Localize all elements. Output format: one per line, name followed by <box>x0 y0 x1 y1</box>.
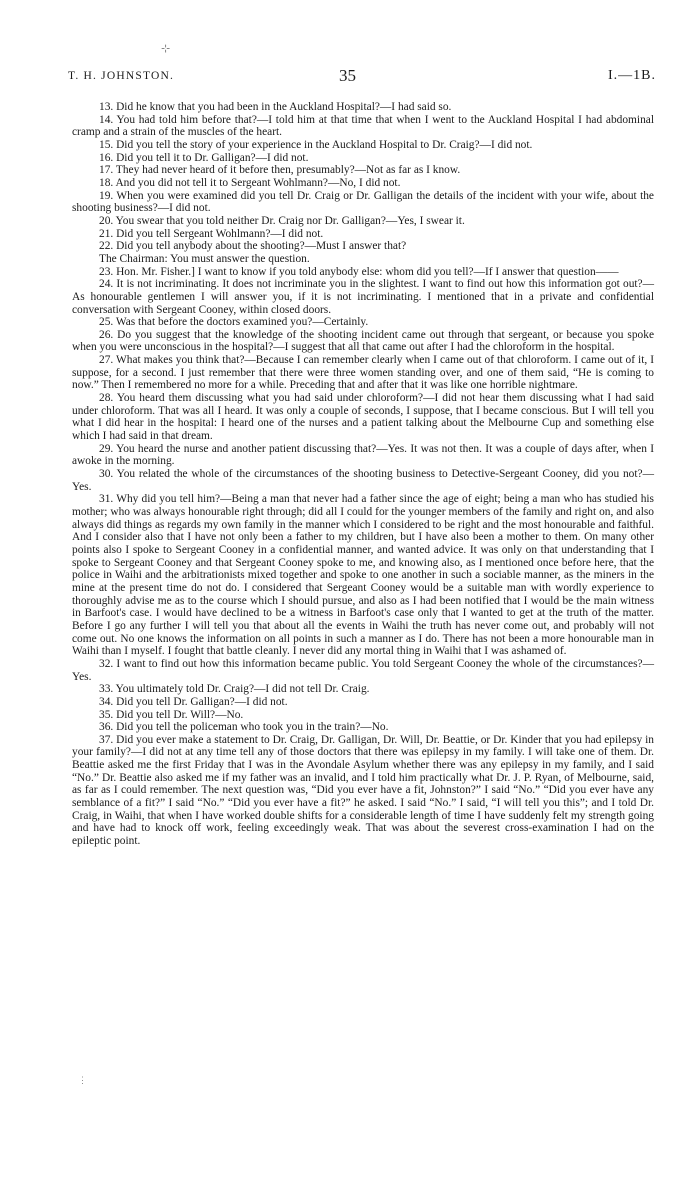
question-25: 25. Was that before the doctors examined you?—Certainly. <box>99 316 369 329</box>
question-20: 20. You swear that you told neither Dr. Craig nor Dr. Galligan?—Yes, I swear it. <box>99 214 465 227</box>
question-29: 29. You heard the nurse and another patient discussing that?—Yes. It was not then. It was a couple of days after, when I awoke in the morning. <box>72 442 654 468</box>
question-24: 24. It is not incriminating. It does not incriminate you in the slightest. I want to find out how this information got out?—As honourable gentlemen I will answer you, if it is not incriminating. I mentioned that in a private and confidential conversation with Sergeant Cooney, within closed doors. <box>72 278 654 316</box>
question-33: 33. You ultimately told Dr. Craig?—I did not tell Dr. Craig. <box>99 683 370 696</box>
question-18: 18. And you did not tell it to Sergeant Wohlmann?—No, I did not. <box>99 176 401 189</box>
page-number: 35 <box>339 66 356 85</box>
page-mark: ⊹ <box>161 43 171 55</box>
page-header <box>68 66 656 88</box>
question-32: 32. I want to find out how this information became public. You told Sergeant Cooney the whole of the circumstances?—Yes. <box>72 657 654 683</box>
question-19: 19. When you were examined did you tell Dr. Craig or Dr. Galligan the details of the incident with your wife, about the shooting business?—I did not. <box>72 189 654 215</box>
chairman-remark: The Chairman: You must answer the question. <box>99 252 310 265</box>
transcript-body <box>72 101 654 848</box>
question-27: 27. What makes you think that?—Because I can remember clearly when I came out of that chloroform. I came out of it, I suppose, for a second. I just remember that there were three women standing over, and one of them said, “He is coming to now.” Then I remembered no more for a while. Preceding that and after that it was like one horrible nightmare. <box>72 354 654 392</box>
question-17: 17. They had never heard of it before then, presumably?—Not as far as I know. <box>99 164 461 177</box>
question-30: 30. You related the whole of the circumstances of the shooting business to Detective-Sergeant Cooney, did you not?—Yes. <box>72 468 654 493</box>
paper-code: I.—1B. <box>608 68 656 83</box>
margin-mark: ⋮ <box>78 1075 87 1085</box>
question-23: 23. Hon. Mr. Fisher.] I want to know if you told anybody else: whom did you tell?—If I answer that question—— <box>99 265 619 278</box>
question-36: 36. Did you tell the policeman who took you in the train?—No. <box>99 721 389 734</box>
question-14: 14. You had told him before that?—I told him at that time that when I went to the Auckland Hospital I had abdominal cramp and a strain of the muscles of the heart. <box>72 113 654 139</box>
question-13: 13. Did he know that you had been in the Auckland Hospital?—I had said so. <box>99 101 452 113</box>
question-37: 37. Did you ever make a statement to Dr. Craig, Dr. Galligan, Dr. Will, Dr. Beattie, or Dr. Kinder that you had epilepsy in your family?—I did not at any time tell any of those doctors that there was epilepsy in my family. I will take one of them. Dr. Beattie asked me the first Friday that I was in the Avondale Asylum whether there was any epilepsy in my family, and I said “No.” Dr. Beattie also asked me if my father was an invalid, and I told him practically what Dr. J. P. Ryan, of Melbourne, said, as far as I could remember. The next question was, “Did you ever have a fit, Johnston?” I said “No.” “Did you ever have any semblance of a fit?” I said “No.” “Did you ever have a fit?” he asked. I said “No.” I said, “I will tell you this”; and I told Dr. Craig, in Waihi, that when I have worked double shifts for a considerable length of time I have suddenly felt my strength going and have had to knock off work, feeling exceedingly weak. That was about the severest cross-examination I had on the epileptic point. <box>72 733 654 848</box>
question-16: 16. Did you tell it to Dr. Galligan?—I did not. <box>99 151 309 164</box>
question-28: 28. You heard them discussing what you had said under chloroform?—I did not hear them discussing what I had said under chloroform. That was all I heard. It was only a couple of seconds, I suppose, that I became conscious. But I will tell you what I did hear in the hospital: I heard one of the nurses and a patient talking about the Melbourne Cup and something else which I had said in that dream. <box>72 392 654 443</box>
question-22: 22. Did you tell anybody about the shooting?—Must I answer that? <box>99 240 407 253</box>
question-35: 35. Did you tell Dr. Will?—No. <box>99 708 244 721</box>
question-26: 26. Do you suggest that the knowledge of the shooting incident came out through that sergeant, or because you spoke when you were unconscious in the hospital?—I suggest that all that came out after I had the chloroform in the hospital. <box>72 328 654 354</box>
question-34: 34. Did you tell Dr. Galligan?—I did not. <box>99 695 288 708</box>
question-31: 31. Why did you tell him?—Being a man that never had a father since the age of eight; being a man who has studied his mother; who was always honourable right through; did all I could for the younger members of the family and right on, and also always did things as regards my own family in the manner which I considered to be right and the most honourable and faithful. And I consider also that I have not only been a father to my children, but I have also been a mother to them. On many other points also I spoke to Sergeant Cooney in a confidential manner, and wanted advice. It was only on that understanding that I spoke to Sergeant Cooney and that Sergeant Cooney spoke to me, and knowing also, as I mentioned once before here, that the police in Waihi and the arbitrationists mixed together and spoke to one another in such a sociable manner, as the miners in the mine at the present time do not do. I considered that Sergeant Cooney would be a suitable man with wordly experience to thoroughly advise me as to the course which I should pursue, and also as I had been notified that I would be the main witness in Barfoot's case. I would have declined to be a witness in Barfoot's case only that I wanted to get at the truth of the matter. Before I go any further I will tell you that about all the events in Waihi the truth has never come out, and probably will not come out. No one knows the information on all points in such a manner as I do. There has not been a more honourable man in Waihi than I myself. I fought that battle cleanly. I never did any mortal thing in Waihi that I was ashamed of. <box>72 493 654 658</box>
question-15: 15. Did you tell the story of your experience in the Auckland Hospital to Dr. Craig?—I did not. <box>99 138 533 151</box>
witness-name: T. H. JOHNSTON. <box>68 70 175 82</box>
question-21: 21. Did you tell Sergeant Wohlmann?—I did not. <box>99 227 324 240</box>
